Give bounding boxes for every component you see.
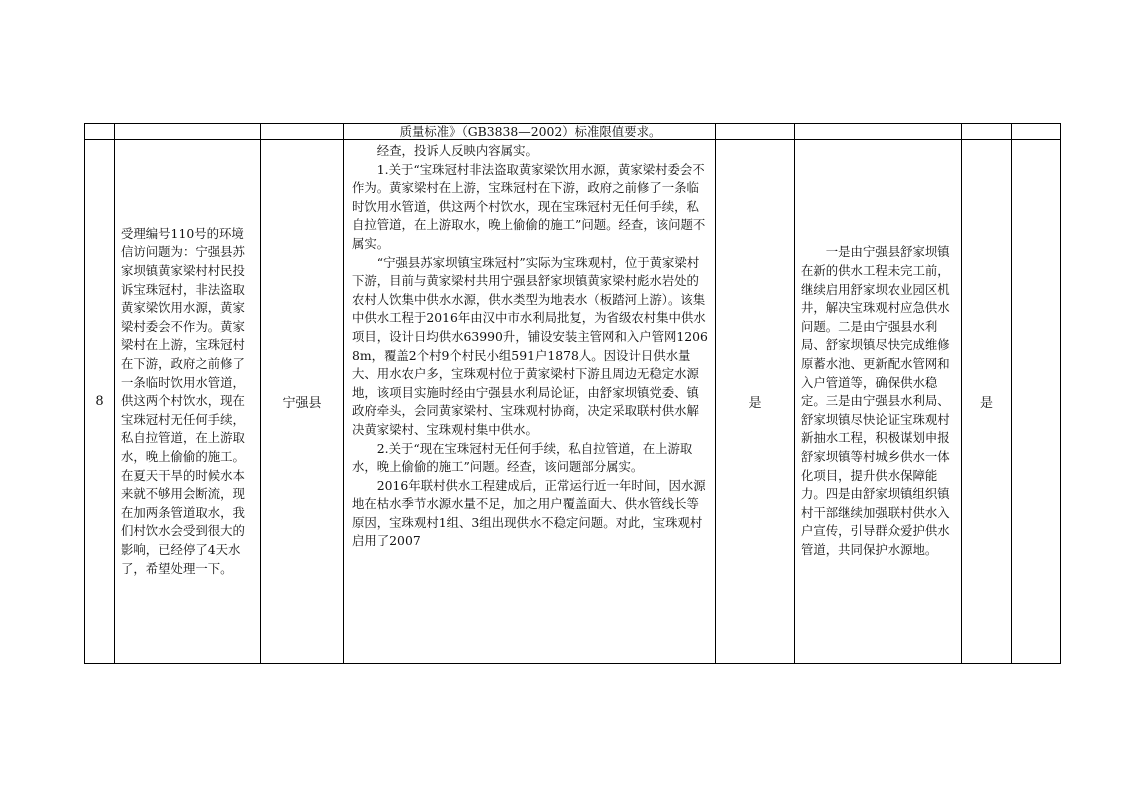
cell-verified-empty <box>716 124 795 140</box>
cell-number-empty <box>85 124 115 140</box>
cell-remark-empty <box>1012 124 1061 140</box>
investigation-text: 经查，投诉人反映内容属实。 1.关于“宝珠冠村非法盗取黄家梁饮用水源，黄家梁村委会不作为。黄家梁村在上游，宝珠冠村在下游，政府之前修了一条临时饮用水管道，供这两个村饮水，现在宝珠冠村无任何手续，私自拉管道，在上游取水，晚上偷偷的施工”问题。经查，该问题不属实。 “宁强县苏家坝镇宝珠冠村”实际为宝珠观村，位于黄家梁村下游，目前与黄家梁村共用宁强县舒家坝镇黄家梁村彪水岩处的农村人饮集中供水水源，供水类型为地表水（板踏河上游）。该集中供水工程于2016年由汉中市水利局批复，为省级农村集中供水项目，设计日均供水63990升，铺设安装主管网和入户管网12068m，覆盖2个村9个村民小组591户1878人。因设计日供水量大、用水农户多，宝珠观村位于黄家梁村下游且周边无稳定水源地，该项目实施时经由宁强县水利局论证，由舒家坝镇党委、镇政府牵头，会同黄家梁村、宝珠观村协商，决定采取联村供水解决黄家梁村、宝珠观村集中供水。 2.关于“现在宝珠冠村无任何手续，私自拉管道，在上游取水，晚上偷偷的施工”问题。经查，该问题部分属实。 2016年联村供水工程建成后，正常运行近一年时间，因水源地在枯水季节水源水量不足，加之用户覆盖面大、供水管线长等原因，宝珠观村1组、3组出现供水不稳定问题。对此，宝珠观村启用了2007 <box>352 143 708 549</box>
complaint-table <box>84 123 1061 664</box>
complaint-text: 受理编号110号的环境信访问题为：宁强县苏家坝镇黄家梁村村民投诉宝珠冠村，非法盗取黄家梁饮用水源，黄家梁村委会不作为。黄家梁村在上游，宝珠冠村在下游，政府之前修了一条临时饮用水管道，供这两个村饮水，现在宝珠冠村无任何手续，私自拉管道，在上游取水，晚上偷偷的施工。在夏天干旱的时候水本来就不够用会断流，现在加两条管道取水，我们村饮水会受到很大的影响，已经停了4天水了，希望处理一下。 <box>121 225 245 576</box>
cell-county-empty <box>261 124 344 140</box>
resolved-cell: 是 <box>962 140 1012 664</box>
measures-cell <box>795 140 962 664</box>
table-row <box>85 140 1061 664</box>
cell-measures-empty <box>795 124 962 140</box>
cell-investigation-continued <box>344 124 716 140</box>
county-cell: 宁强县 <box>261 140 344 664</box>
row-number: 8 <box>85 140 115 664</box>
cell-complaint-empty <box>115 124 261 140</box>
verified-cell: 是 <box>716 140 795 664</box>
table-row-continued <box>85 124 1061 140</box>
measures-text: 一是由宁强县舒家坝镇在新的供水工程未完工前，继续启用舒家坝农业园区机井，解决宝珠观村应急供水问题。二是由宁强县水利局、舒家坝镇尽快完成维修原蓄水池、更新配水管网和入户管道等，确保供水稳定。三是由宁强县水利局、舒家坝镇尽快论证宝珠观村新抽水工程，积极谋划申报舒家坝镇等村城乡供水一体化项目，提升供水保障能力。四是由舒家坝镇组织镇村干部继续加强联村供水入户宣传，引导群众爱护供水管道，共同保护水源地。 <box>801 244 950 557</box>
remark-cell <box>1012 140 1061 664</box>
complaint-cell <box>115 140 261 664</box>
cell-resolved-empty <box>962 124 1012 140</box>
investigation-continued-text: 质量标准》（GB3838—2002）标准限值要求。 <box>399 124 662 139</box>
investigation-cell <box>344 140 716 664</box>
